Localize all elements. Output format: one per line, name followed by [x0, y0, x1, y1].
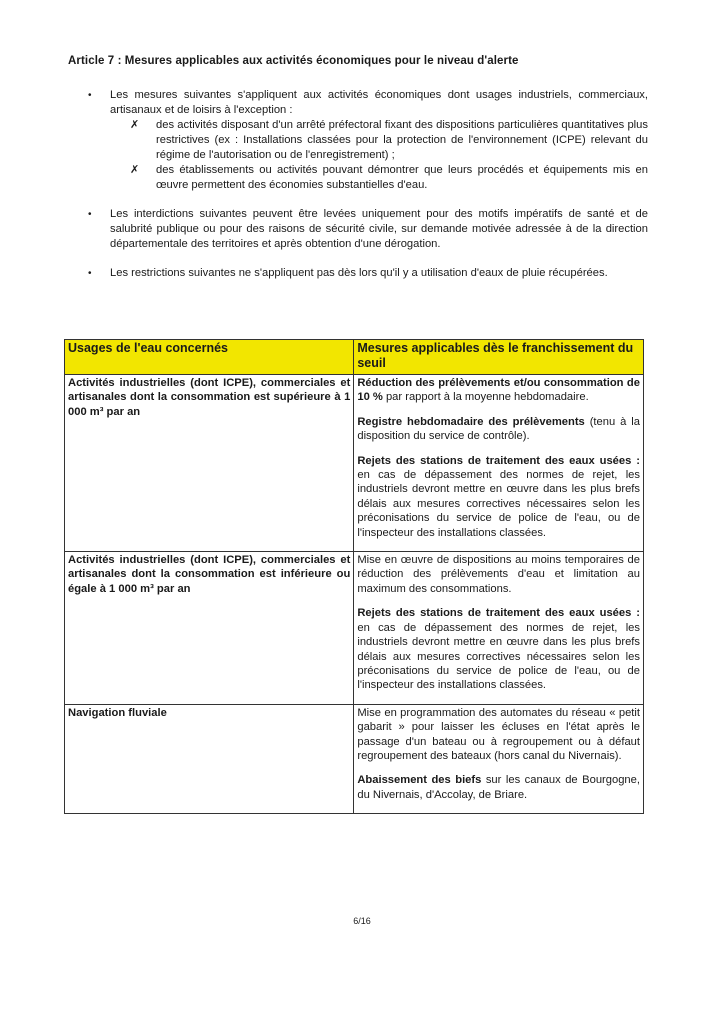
bullet-item-interdictions	[88, 207, 648, 252]
table-row	[65, 375, 644, 552]
table-row	[65, 552, 644, 705]
header-mesures: Mesures applicables dès le franchissement du seuil	[354, 340, 644, 375]
bullet-text: Les mesures suivantes s'appliquent aux activités économiques dont usages industriels, commerciaux, artisanaux et de loisirs à l'exception :	[110, 89, 648, 116]
header-usages: Usages de l'eau concernés	[65, 340, 354, 375]
usage-cell: Activités industrielles (dont ICPE), commerciales et artisanales dont la consommation est supérieure à 1 000 m³ par an	[65, 375, 354, 552]
measures-cell	[354, 375, 644, 552]
measure-text: sur les canaux de Bourgogne, du Nivernais, d'Accolay, de Briare.	[357, 774, 640, 801]
sub-item-text: des activités disposant d'un arrêté préfectoral fixant des dispositions particulières quantitatives plus restrictives (ex : Installations classées pour la protection de l'environnement (ICPE) relevant du régime de l'autorisation ou de l'enregistrement) ;	[156, 119, 648, 161]
measure-text: par rapport à la moyenne hebdomadaire.	[382, 391, 589, 404]
bullet-item-restrictions	[88, 266, 648, 281]
bullet-list	[88, 88, 648, 295]
measures-table	[64, 339, 644, 814]
measure-block	[357, 415, 640, 444]
measure-block	[357, 706, 640, 764]
measure-title: Abaissement des biefs	[357, 774, 482, 787]
usage-cell: Navigation fluviale	[65, 704, 354, 813]
measures-cell	[354, 704, 644, 813]
measure-block	[357, 553, 640, 596]
cross-icon: ✗	[130, 164, 140, 176]
page-number: 6/16	[353, 916, 371, 926]
measure-block	[357, 376, 640, 405]
sub-list	[110, 118, 648, 193]
bullet-dot-icon: •	[88, 90, 92, 101]
sub-item-text: des établissements ou activités pouvant démontrer que leurs procédés et équipements mis en œuvre permettent des économies substantielles d'eau.	[156, 164, 648, 191]
table-row	[65, 704, 644, 813]
bullet-dot-icon: •	[88, 268, 92, 279]
measure-text: (tenu à la disposition du service de contrôle).	[357, 415, 640, 443]
measure-text: en cas de dépassement des normes de rejet, les industriels devront mettre en œuvre dans les plus brefs délais aux mesures correctives nécessaires selon les préconisations du service de police de l'eau, ou de l'inspecteur des installations classées.	[357, 621, 640, 692]
measures-cell	[354, 552, 644, 705]
article-title: Article 7 : Mesures applicables aux activités économiques pour le niveau d'alerte	[68, 55, 519, 67]
measure-title: Rejets des stations de traitement des eaux usées :	[357, 454, 640, 467]
bullet-item-exceptions	[88, 88, 648, 193]
cross-icon: ✗	[130, 119, 140, 131]
measure-text: en cas de dépassement des normes de rejet, les industriels devront mettre en œuvre dans les plus brefs délais aux mesures correctives nécessaires selon les préconisations du service de police de l'eau, ou de l'inspecteur des installations classées.	[357, 469, 640, 539]
measure-title: Rejets des stations de traitement des eaux usées :	[357, 607, 640, 620]
measure-title: Réduction des prélèvements et/ou consommation de 10 %	[357, 377, 640, 404]
sub-item-arrete	[110, 118, 648, 163]
bullet-text: Les interdictions suivantes peuvent être levées uniquement pour des motifs impératifs de santé et de salubrité publique ou pour des raisons de sécurité civile, sur demande motivée adressée à de la direction départementale des territoires et après obtention d'une dérogation.	[110, 208, 648, 250]
measure-block	[357, 606, 640, 692]
measure-block	[357, 454, 640, 540]
usage-cell: Activités industrielles (dont ICPE), commerciales et artisanales dont la consommation est inférieure ou égale à 1 000 m³ par an	[65, 552, 354, 705]
measure-text: Mise en programmation des automates du réseau « petit gabarit » pour laisser les écluses en l'état après le passage d'un bateau ou à regroupement ou à défaut regroupement des bateaux (hors canal du Nivernais).	[357, 706, 640, 762]
measure-block	[357, 773, 640, 802]
sub-item-etablissements	[110, 163, 648, 193]
measure-text: Mise en œuvre de dispositions au moins temporaires de réduction des prélèvements d'eau et limitation au maximum des consommations.	[357, 554, 640, 595]
bullet-dot-icon: •	[88, 209, 92, 220]
bullet-text: Les restrictions suivantes ne s'appliquent pas dès lors qu'il y a utilisation d'eaux de pluie récupérées.	[110, 267, 608, 279]
measure-title: Registre hebdomadaire des prélèvements	[357, 415, 585, 428]
table-header-row	[65, 340, 644, 375]
